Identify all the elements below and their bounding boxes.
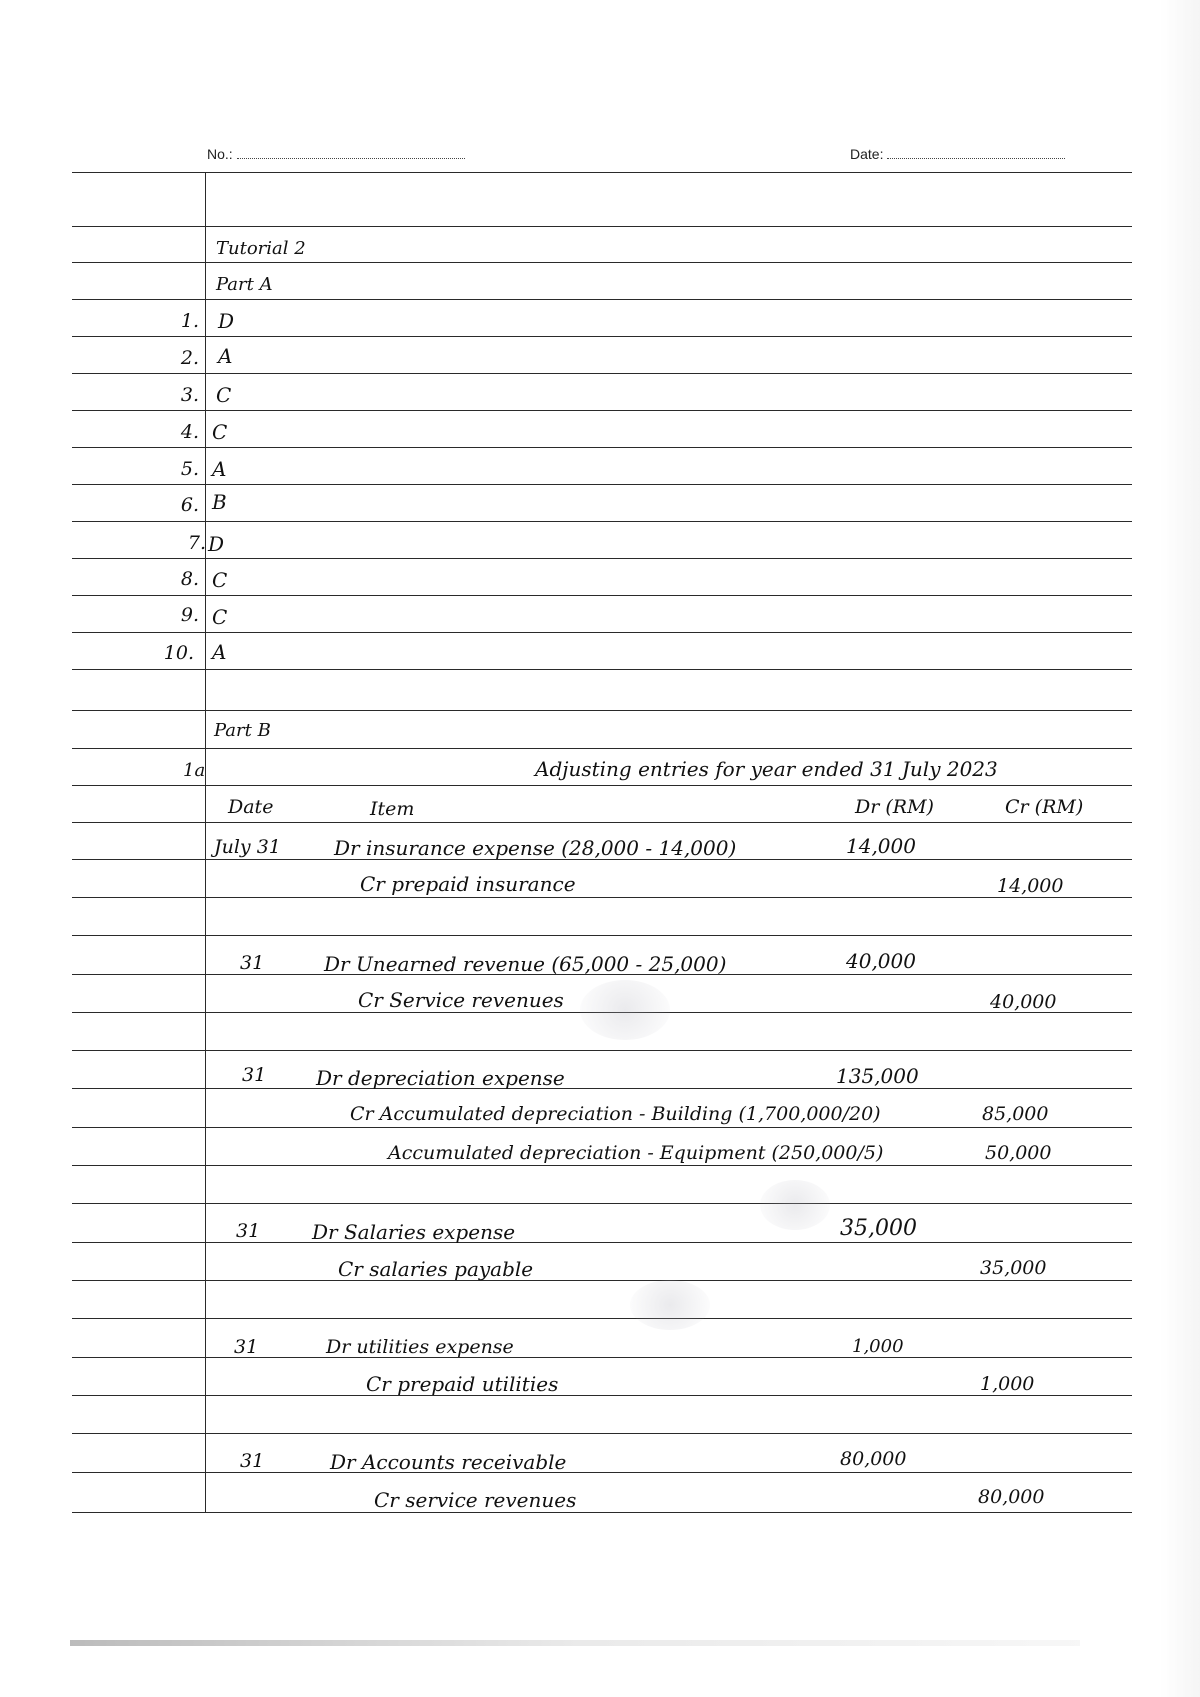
rule-line [72,521,1132,522]
question-number: 4. [180,421,199,443]
part-a-heading: Part A [216,274,273,295]
credit-amount: 1,000 [980,1373,1035,1395]
credit-item: Cr service revenues [374,1488,577,1512]
credit-amount: 40,000 [990,991,1057,1013]
credit-item: Cr prepaid utilities [366,1372,559,1396]
answer-letter: C [212,605,228,629]
date-field [850,146,1065,162]
answer-letter: D [208,532,225,556]
rule-line [72,1395,1132,1396]
rule-line [72,1512,1132,1513]
rule-line [72,336,1132,337]
rule-line [72,632,1132,633]
question-number: 2. [180,347,199,369]
paper-smudge [630,1280,710,1330]
answer-letter: C [212,420,228,444]
debit-item: Dr Accounts receivable [330,1450,567,1474]
rule-line [72,748,1132,749]
rule-line [72,669,1132,670]
rule-line [72,1127,1132,1128]
credit-amount: 14,000 [997,875,1064,897]
credit-item: Cr Service revenues [358,988,564,1012]
entry-date: 31 [234,1336,259,1358]
rule-line [72,484,1132,485]
rule-line [72,172,1132,173]
part-b-heading: Part B [214,720,271,741]
col-dr: Dr (RM) [855,796,934,818]
scan-edge-shadow [1160,0,1200,1697]
debit-amount: 35,000 [840,1216,917,1241]
rule-line [72,935,1132,936]
debit-item: Dr utilities expense [326,1336,514,1358]
rule-line [72,1280,1132,1281]
rule-line [72,1050,1132,1051]
question-number: 9. [180,604,199,626]
debit-amount: 80,000 [840,1448,907,1470]
entry-date: 31 [240,1450,265,1472]
rule-line [72,299,1132,300]
credit-item: Accumulated depreciation - Equipment (250,000/5) [388,1142,884,1164]
entry-date: 31 [236,1220,261,1242]
col-date: Date [228,796,274,818]
rule-line [72,1165,1132,1166]
col-item: Item [370,798,415,820]
answer-letter: B [212,490,227,514]
rule-line [72,1318,1132,1319]
credit-amount: 35,000 [980,1257,1047,1279]
rule-line [72,1088,1132,1089]
rule-line [72,595,1132,596]
debit-amount: 40,000 [846,949,916,973]
rule-line [72,558,1132,559]
credit-item: Cr salaries payable [338,1257,534,1281]
rule-line [72,785,1132,786]
credit-amount: 80,000 [978,1486,1045,1508]
no-label: No.: [207,146,233,162]
debit-item: Dr Unearned revenue (65,000 - 25,000) [324,952,727,976]
rule-line [72,1472,1132,1473]
question-number: 3. [180,384,199,406]
page-title: Tutorial 2 [216,238,306,259]
answer-letter: C [212,568,228,592]
no-dotted-line [237,158,465,159]
date-dotted-line [887,158,1065,159]
debit-amount: 1,000 [852,1336,904,1357]
debit-item: Dr depreciation expense [316,1066,565,1090]
question-number: 10. [163,642,194,664]
date-label: Date: [850,146,884,162]
question-number: 8. [180,568,199,590]
question-number: 6. [180,494,199,516]
paper-smudge [760,1180,830,1230]
no-field [207,146,465,162]
rule-line [72,1242,1132,1243]
debit-item: Dr insurance expense (28,000 - 14,000) [334,836,737,860]
answer-letter: A [212,640,227,664]
rule-line [72,1203,1132,1204]
table-title: Adjusting entries for year ended 31 July 2023 [535,757,998,781]
answer-letter: C [216,383,232,407]
rule-line [72,410,1132,411]
rule-line [72,822,1132,823]
rule-line [72,373,1132,374]
debit-amount: 135,000 [836,1064,919,1088]
rule-line [72,710,1132,711]
question-number: 5. [180,458,199,480]
credit-item: Cr Accumulated depreciation - Building (1,700,000/20) [350,1103,881,1125]
credit-item: Cr prepaid insurance [360,872,576,896]
rule-line [72,226,1132,227]
scan-shadow-strip [70,1640,1080,1646]
paper-smudge [580,980,670,1040]
rule-line [72,262,1132,263]
rule-line [72,447,1132,448]
answer-letter: A [212,457,227,481]
rule-line [72,1357,1132,1358]
entry-date: July 31 [214,836,281,858]
col-cr: Cr (RM) [1005,796,1084,818]
question-number: 1. [180,310,199,332]
rule-line [72,1433,1132,1434]
debit-item: Dr Salaries expense [312,1220,516,1244]
answer-letter: D [218,309,235,333]
rule-line [72,897,1132,898]
answer-letter: A [218,344,233,368]
credit-amount: 85,000 [982,1103,1049,1125]
question-label: 1a [183,760,206,781]
margin-line [205,172,206,1512]
question-number: 7. [187,532,206,554]
entry-date: 31 [242,1064,267,1086]
debit-amount: 14,000 [846,834,916,858]
credit-amount: 50,000 [985,1142,1052,1164]
entry-date: 31 [240,952,265,974]
